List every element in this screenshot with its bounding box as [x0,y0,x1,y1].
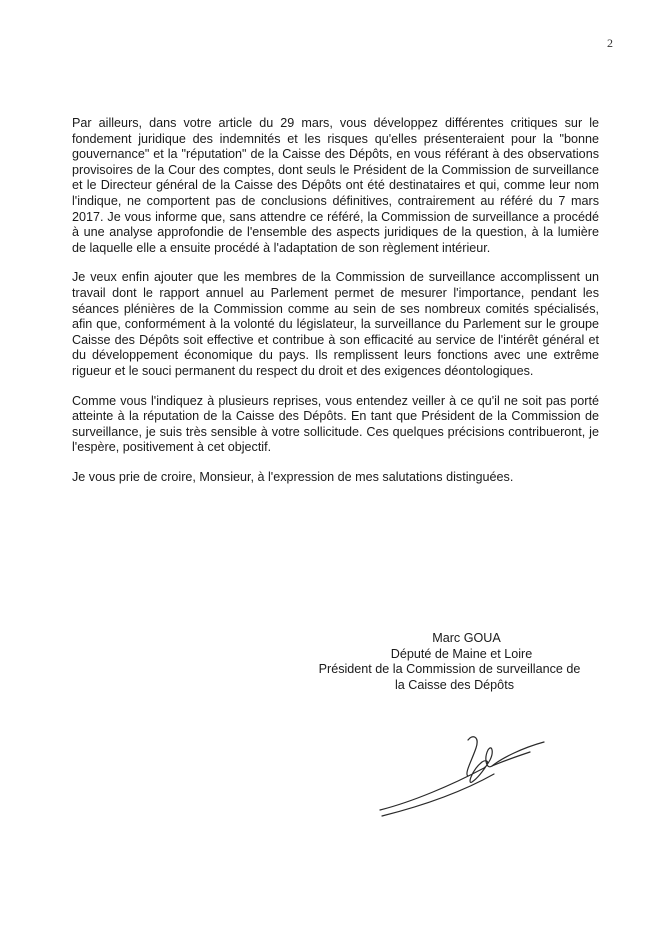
handwritten-signature [372,730,552,820]
signature-block [300,631,599,693]
letter-body [72,116,599,499]
signature-stroke-lower [382,774,494,816]
paragraph-reputation: Comme vous l'indiquez à plusieurs reprises, vous entendez veiller à ce qu'il ne soit pas porté atteinte à la réputation de la Caisse des Dépôts. En tant que Président de la Commission de surveillance, je suis très sensible à votre sollicitude. Ces quelques précisions contribueront, je l'espère, positivement à cet objectif. [72,393,599,455]
paragraph-commission-work: Je veux enfin ajouter que les membres de la Commission de surveillance accomplissent un travail dont le rapport annuel au Parlement permet de mesurer l'importance, pendant les séances plénières de la Commission comme au sein de ses nombreux comités spécialisés, afin que, conformément à la volonté du législateur, la surveillance du Parlement sur le groupe Caisse des Dépôts soit effective et contribue à son efficacité au service de l'intérêt général et du développement économique du pays. Ils remplissent leurs fonctions avec une extrême rigueur et le souci permanent du respect du droit et des exigences déontologiques. [72,270,599,378]
page-number: 2 [607,36,613,50]
signatory-title-2: Président de la Commission de surveillance de [318,662,581,677]
paragraph-legal-basis: Par ailleurs, dans votre article du 29 mars, vous développez différentes critiques sur le fondement juridique des indemnités et les risques qu'elles présenteraient pour la "bonne gouvernance" et la "réputation" de la Caisse des Dépôts, en vous référant à des observations provisoires de la Cour des comptes, dont seuls le Président de la Commission de surveillance et le Directeur général de la Caisse des Dépôts ont été destinataires et qui, comme leur nom l'indique, ne comportent pas de conclusions définitives, contrairement au référé du 7 mars 2017. Je vous informe que, sans attendre ce référé, la Commission de surveillance a procédé à une analyse approfondie de l'ensemble des aspects juridiques de la question, à la lumière de laquelle elle a ensuite procédé à l'adaptation de son règlement intérieur. [72,116,599,255]
signatory-title-1: Député de Maine et Loire [390,646,533,661]
signature-stroke-loop [467,737,477,776]
paragraph-closing-salutation: Je vous prie de croire, Monsieur, à l'expression de mes salutations distinguées. [72,469,514,484]
signatory-title-3: la Caisse des Dépôts [394,677,514,692]
signature-stroke-main [380,742,544,810]
signatory-name: Marc GOUA [432,631,501,645]
